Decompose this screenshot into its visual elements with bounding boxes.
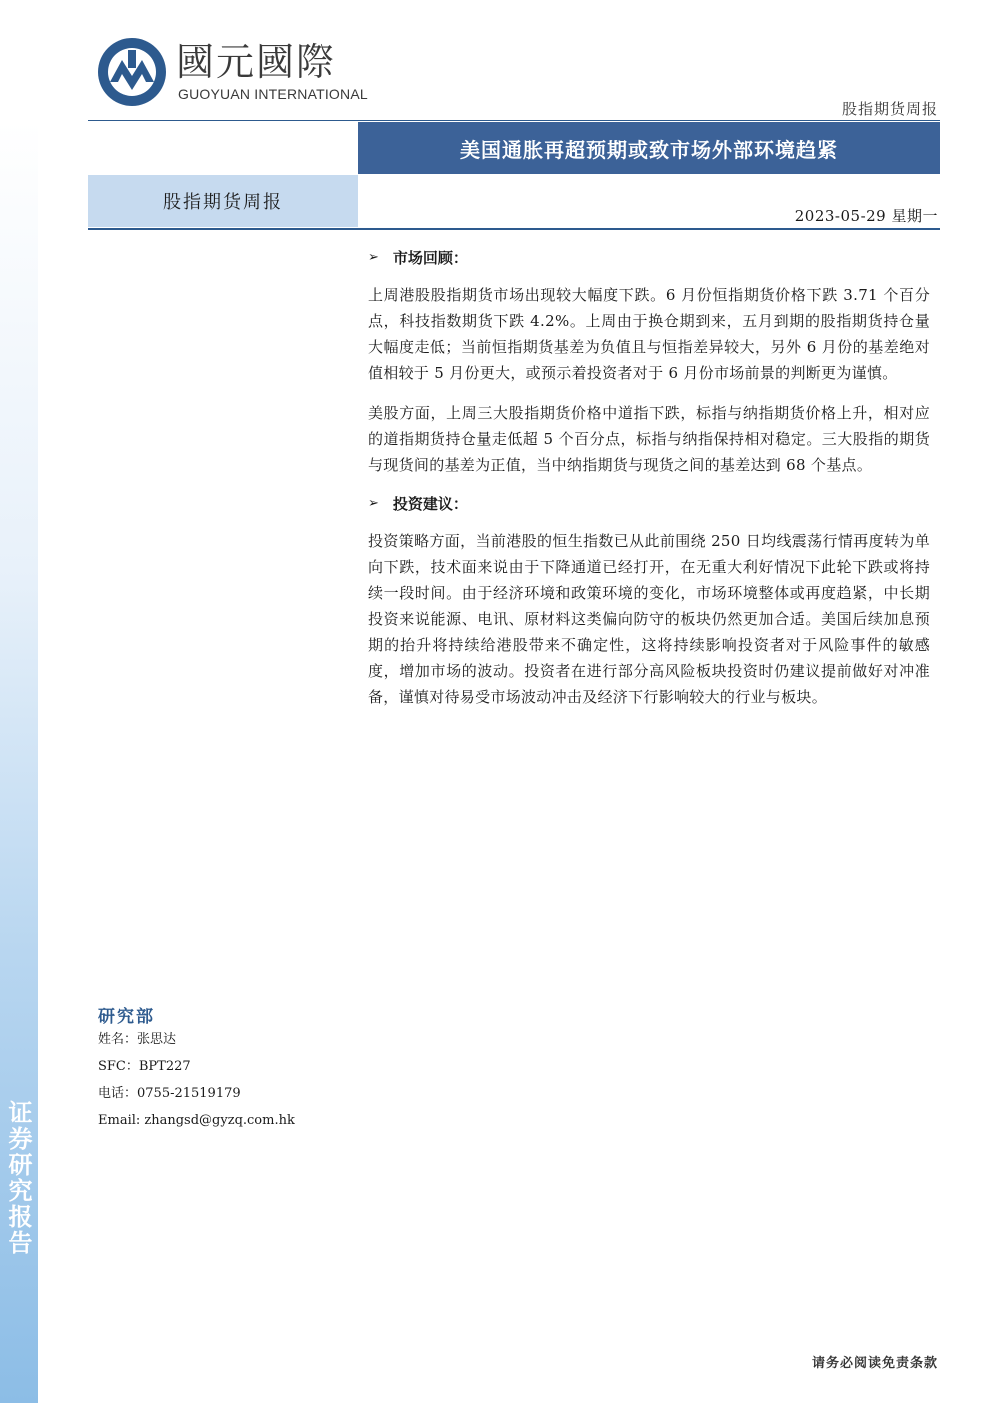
- logo-chinese-text: 國元國際: [176, 40, 337, 84]
- phone-number: 电话：0755-21519179: [98, 1086, 241, 1101]
- category-label: 股指期货周报: [88, 175, 358, 227]
- section-heading-advice: [368, 492, 930, 514]
- section-heading-review: [368, 246, 930, 268]
- body-paragraph: 投资策略方面，当前港股的恒生指数已从此前围绕 250 日均线震荡行情再度转为单向下跌，技术面来说由于下降通道已经打开，在无重大利好情况下此轮下跌或将持续一段时间。由于经济环境和政策环境的变化，市场环境整体或再度趋紧，中长期投资来说能源、电讯、原材料这类偏向防守的板块仍然更加合适。美国后续加息预期的抬升将持续给港股带来不确定性，这将持续影响投资者对于风险事件的敏感度，增加市场的波动。投资者在进行部分高风险板块投资时仍建议提前做好对冲准备，谨慎对待易受市场波动冲击及经济下行影响较大的行业与板块。: [368, 532, 930, 706]
- company-logo: [96, 36, 366, 108]
- date-divider: [88, 228, 940, 230]
- section-heading-text: 市场回顾：: [392, 248, 468, 267]
- body-paragraph: 美股方面，上周三大股指期货价格中道指下跌，标指与纳指期货价格上升，相对应的道指期货持仓量走低超 5 个百分点，标指与纳指保持相对稳定。三大股指的期货与现货间的基差为正值，当中纳指期货与现货之间的基差达到 68 个基点。: [368, 404, 930, 474]
- logo-english-text: GUOYUAN INTERNATIONAL: [178, 86, 368, 102]
- report-type-label: 股指期货周报: [841, 100, 938, 118]
- analyst-name: 姓名：张思达: [98, 1032, 177, 1047]
- sfc-number: SFC：BPT227: [98, 1059, 191, 1074]
- arrow-bullet-icon: ➢: [368, 249, 379, 265]
- header-divider: [88, 120, 940, 121]
- logo-mark-icon: [96, 36, 168, 108]
- report-title: 美国通胀再超预期或致市场外部环境趋紧: [358, 122, 940, 174]
- disclaimer-link[interactable]: 请务必阅读免责条款: [811, 1356, 938, 1371]
- report-date: 2023-05-29 星期一: [794, 207, 938, 225]
- side-label: 证券研究报告: [4, 1100, 32, 1256]
- email-address: Email: zhangsd@gyzq.com.hk: [98, 1113, 295, 1128]
- arrow-bullet-icon: ➢: [368, 495, 379, 511]
- report-body: [368, 240, 930, 724]
- section-heading-text: 投资建议：: [392, 494, 468, 513]
- contact-block: [98, 1030, 295, 1138]
- body-paragraph: 上周港股股指期货市场出现较大幅度下跌。6 月份恒指期货价格下跌 3.71 个百分点，科技指数期货下跌 4.2%。上周由于换仓期到来，五月到期的股指期货持仓量大幅度走低；当前恒指期货基差为负值且与恒指差异较大，另外 6 月份的基差绝对值相较于 5 月份更大，或预示着投资者对于 6 月份市场前景的判断更为谨慎。: [368, 286, 930, 382]
- department-label: 研究部: [98, 1007, 155, 1027]
